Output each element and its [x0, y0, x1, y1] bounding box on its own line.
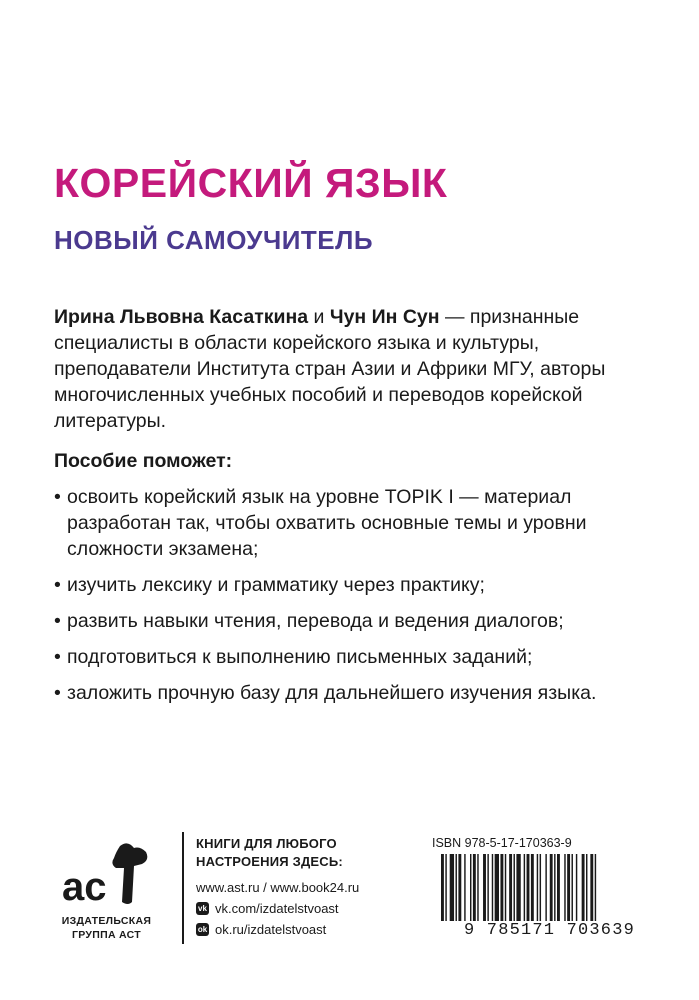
author-name: Ирина Львовна Касаткина: [54, 306, 309, 328]
benefits-list: [54, 484, 654, 716]
ean-digits: 9 785171 703639: [427, 921, 672, 940]
vk-icon: vk: [196, 902, 209, 915]
isbn-label: ISBN 978-5-17-170363-9: [432, 836, 572, 850]
benefits-heading: Пособие поможет:: [54, 450, 233, 472]
conjunction: и: [308, 306, 330, 328]
barcode-block: [427, 836, 672, 946]
logo-wordmark: ac: [62, 865, 107, 909]
divider: [182, 832, 184, 944]
list-item: • освоить корейский язык на уровне TOPIK I — материал разработан так, чтобы охватить основные темы и уровни сложности экзамена;: [54, 484, 654, 562]
list-item: • заложить прочную базу для дальнейшего изучения языка.: [54, 680, 654, 706]
authors-description: — признанные специалисты в области корейского языка и культуры, преподаватели Института стран Азии и Африки МГУ, авторы многочисленных учебных пособий и переводов корейской литературы.: [54, 306, 606, 432]
social-link-vk[interactable]: [196, 900, 406, 917]
publisher-caption: [54, 914, 159, 942]
authors-intro: [54, 304, 654, 434]
author-name: Чун Ин Сун: [329, 306, 440, 328]
caption-line: ГРУППА АСТ: [72, 929, 141, 941]
website-links[interactable]: www.ast.ru / www.book24.ru: [196, 880, 360, 895]
caption-line: ИЗДАТЕЛЬСКАЯ: [61, 915, 152, 927]
list-item: • изучить лексику и грамматику через практику;: [54, 572, 654, 598]
ast-logo-icon: [62, 840, 154, 912]
book-title: КОРЕЙСКИЙ ЯЗЫК: [54, 160, 448, 206]
social-link-text: ok.ru/izdatelstvoast: [215, 922, 327, 937]
book-subtitle: НОВЫЙ САМОУЧИТЕЛЬ: [54, 225, 374, 255]
social-link-ok[interactable]: [196, 921, 406, 938]
promo-text: [196, 835, 406, 871]
list-item: • подготовиться к выполнению письменных заданий;: [54, 644, 654, 670]
list-item: • развить навыки чтения, перевода и ведения диалогов;: [54, 608, 654, 634]
promo-line: НАСТРОЕНИЯ ЗДЕСЬ:: [196, 854, 343, 869]
social-link-text: vk.com/izdatelstvoast: [215, 901, 339, 916]
promo-line: КНИГИ ДЛЯ ЛЮБОГО: [196, 836, 337, 851]
publisher-contacts: [196, 835, 406, 938]
publisher-logo: [54, 840, 164, 940]
ok-icon: ok: [197, 925, 208, 934]
